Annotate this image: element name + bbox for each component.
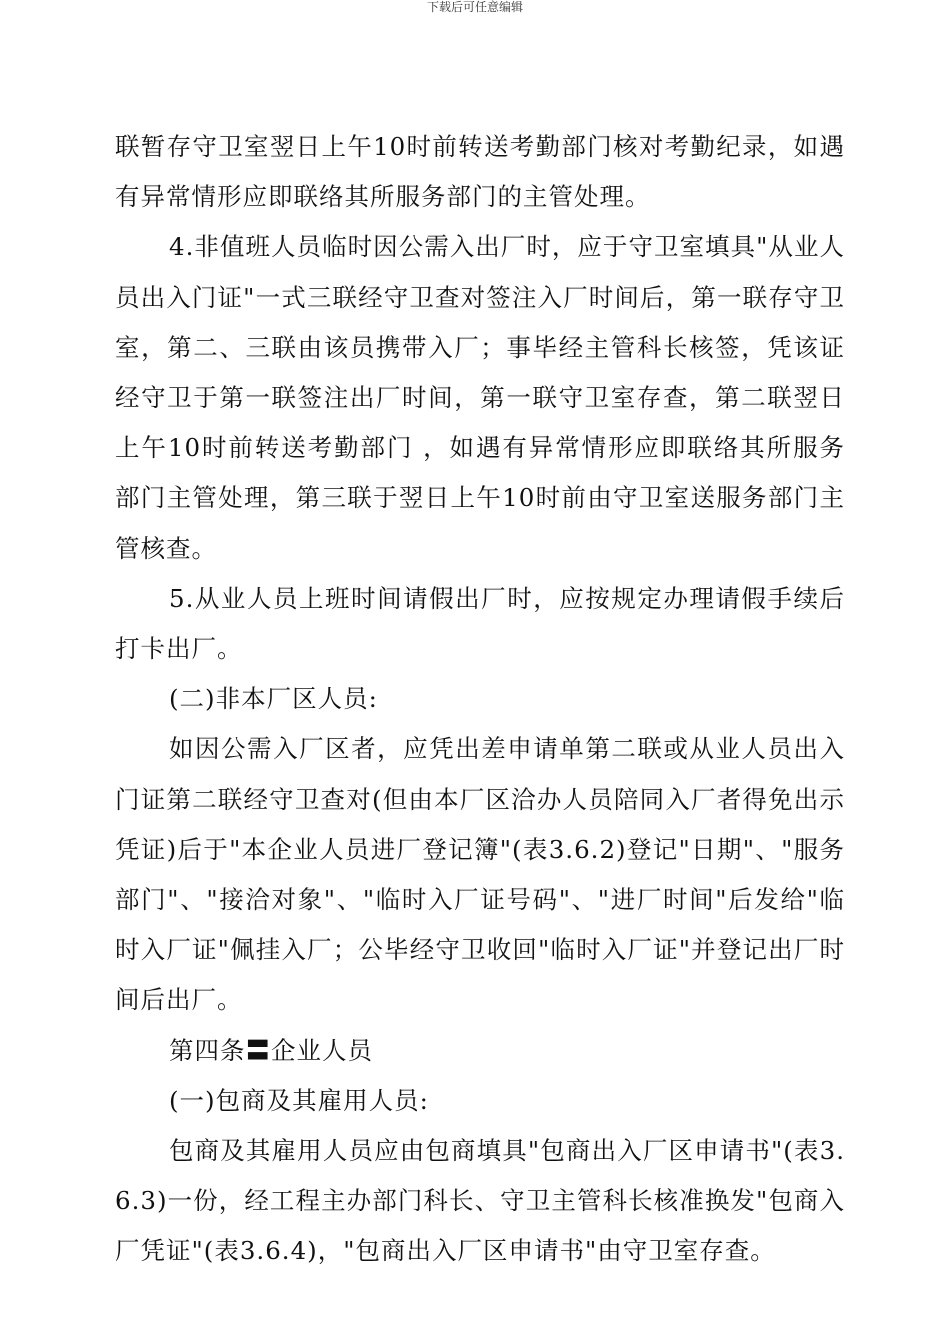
page-header-note: 下载后可任意编辑	[426, 0, 523, 14]
paragraph-item-4: 4.非值班人员临时因公需入出厂时，应于守卫室填具"从业人员出入门证"一式三联经守卫查对签注入厂时间后，第一联存守卫室，第二、三联由该员携带入厂；事毕经主管科长核签，凭该证经守卫于第一联签注出厂时间，第一联守卫室存查，第二联翌日上午10时前转送考勤部门 ，如遇有异常情形应即联络其所服务部门主管处理，第三联于翌日上午10时前由守卫室送服务部门主管核查。	[115, 232, 845, 563]
subheading-contractors: (一)包商及其雇用人员:	[169, 1085, 429, 1115]
paragraph-item-5: 5.从业人员上班时间请假出厂时，应按规定办理请假手续后打卡出厂。	[115, 583, 845, 664]
subheading-non-plant-personnel: (二)非本厂区人员:	[169, 684, 378, 714]
paragraph-visitor-entry: 如因公需入厂区者，应凭出差申请单第二联或从业人员出入门证第二联经守卫查对(但由本厂区洽办人员陪同入厂者得免出示凭证)后于"本企业人员进厂登记簿"(表3.6.2)登记"日期"、"服务部门"、"接洽对象"、"临时入厂证号码"、"进厂时间"后发给"临时入厂证"佩挂入厂；公毕经守卫收回"临时入厂证"并登记出厂时间后出厂。	[115, 734, 845, 1015]
paragraph-contractor-entry: 包商及其雇用人员应由包商填具"包商出入厂区申请书"(表3.6.3)一份，经工程主办部门科长、守卫主管科长核准换发"包商入厂凭证"(表3.6.4)，"包商出入厂区申请书"由守卫室存查。	[115, 1136, 845, 1266]
heading-article-4: 第四条〓企业人员	[169, 1035, 373, 1065]
document-body	[115, 122, 845, 1277]
paragraph-continuation: 联暂存守卫室翌日上午10时前转送考勤部门核对考勤纪录，如遇有异常情形应即联络其所服务部门的主管处理。	[115, 132, 845, 212]
